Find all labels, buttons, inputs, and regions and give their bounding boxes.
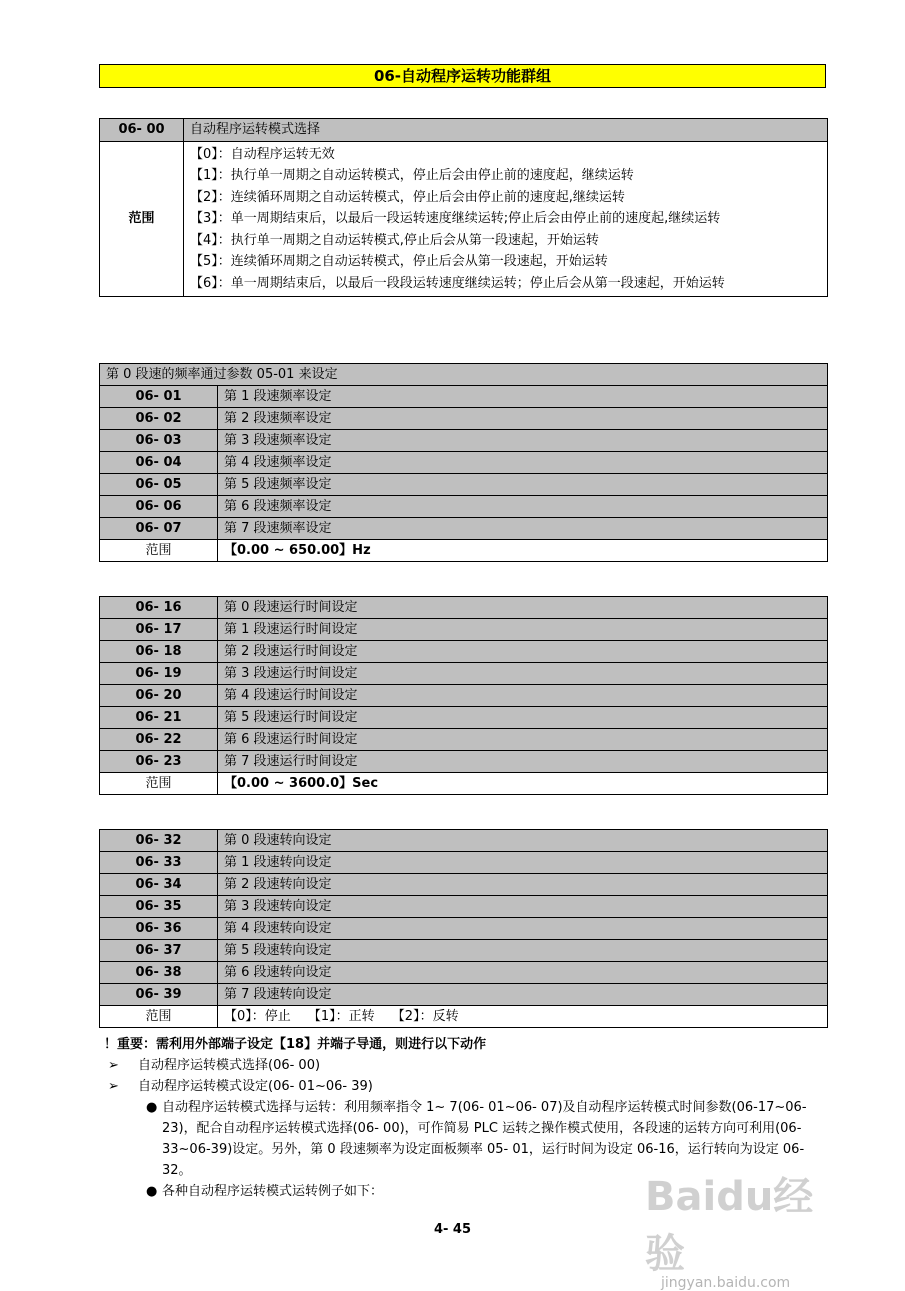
bullet-text: 自动程序运转模式选择与运转：利用频率指令 1~ 7(06- 01~06- 07)及自动程序运转模式时间参数(06-17~06-23)，配合自动程序运转模式选择(06- 00)，可作简易 PLC 运转之操作模式使用，各段速的运转方向可利用(06-33~06-39)设定。另外，第 0 段速频率为设定面板频率 05- 01，运行时间为设定 06-16，运行转向为设定 06- 32。 — [162, 1100, 807, 1178]
param-code: 06- 06 — [100, 496, 218, 518]
param-desc: 第 5 段速转向设定 — [218, 940, 828, 962]
param-desc: 第 2 段速运行时间设定 — [218, 641, 828, 663]
mode-select-table — [99, 118, 828, 297]
param-desc: 第 5 段速运行时间设定 — [218, 707, 828, 729]
arrow-item — [104, 1076, 834, 1097]
mode-option: 【0】：自动程序运转无效 — [190, 146, 335, 162]
param-desc: 第 0 段速转向设定 — [218, 830, 828, 852]
param-code: 06- 32 — [100, 830, 218, 852]
param-code: 06- 36 — [100, 918, 218, 940]
bullet-dot-icon: ● — [146, 1184, 158, 1199]
param-code: 06- 22 — [100, 729, 218, 751]
param-desc: 第 6 段速运行时间设定 — [218, 729, 828, 751]
range-label: 范围 — [100, 773, 218, 795]
param-code: 06- 18 — [100, 641, 218, 663]
param-code: 06- 00 — [100, 119, 184, 142]
arrow-item-text: 自动程序运转模式选择(06- 00) — [138, 1058, 321, 1073]
param-desc: 第 4 段速频率设定 — [218, 452, 828, 474]
run-time-table — [99, 596, 828, 795]
watermark-sub: jingyan.baidu.com — [661, 1275, 791, 1291]
param-code: 06- 05 — [100, 474, 218, 496]
param-code: 06- 33 — [100, 852, 218, 874]
param-desc: 第 1 段速频率设定 — [218, 386, 828, 408]
param-code: 06- 02 — [100, 408, 218, 430]
param-desc: 第 2 段速转向设定 — [218, 874, 828, 896]
param-desc: 第 3 段速频率设定 — [218, 430, 828, 452]
param-desc: 第 1 段速运行时间设定 — [218, 619, 828, 641]
param-code: 06- 38 — [100, 962, 218, 984]
param-desc: 第 6 段速转向设定 — [218, 962, 828, 984]
mode-option: 【6】：单一周期结束后，以最后一段段运转速度继续运转；停止后会从第一段速起，开始运转 — [190, 275, 725, 291]
arrow-bullet-icon: ➢ — [108, 1058, 119, 1073]
frequency-table — [99, 363, 828, 562]
mode-option: 【3】：单一周期结束后，以最后一段运转速度继续运转;停止后会由停止前的速度起,继续运转 — [190, 211, 721, 226]
mode-option: 【1】：执行单一周期之自动运转模式，停止后会由停止前的速度起，继续运转 — [190, 168, 634, 183]
mode-options — [184, 141, 828, 297]
param-code: 06- 21 — [100, 707, 218, 729]
param-code: 06- 01 — [100, 386, 218, 408]
arrow-item-text: 自动程序运转模式设定(06- 01~06- 39) — [138, 1079, 373, 1094]
param-desc: 第 7 段速运行时间设定 — [218, 751, 828, 773]
param-code: 06- 37 — [100, 940, 218, 962]
arrow-bullet-icon: ➢ — [108, 1079, 119, 1094]
param-code: 06- 16 — [100, 597, 218, 619]
param-code: 06- 07 — [100, 518, 218, 540]
range-value: 【0.00 ~ 650.00】Hz — [218, 540, 828, 562]
param-name: 自动程序运转模式选择 — [184, 119, 828, 142]
param-code: 06- 35 — [100, 896, 218, 918]
bullet-dot-icon: ● — [146, 1100, 158, 1115]
watermark-main: Baidu经验 — [645, 1174, 814, 1277]
bullet-text: 各种自动程序运转模式运转例子如下： — [162, 1184, 384, 1199]
param-desc: 第 4 段速运行时间设定 — [218, 685, 828, 707]
param-desc: 第 5 段速频率设定 — [218, 474, 828, 496]
param-code: 06- 20 — [100, 685, 218, 707]
param-desc: 第 7 段速频率设定 — [218, 518, 828, 540]
param-code: 06- 04 — [100, 452, 218, 474]
param-desc: 第 1 段速转向设定 — [218, 852, 828, 874]
direction-table — [99, 829, 828, 1028]
range-value: 【0.00 ~ 3600.0】Sec — [218, 773, 828, 795]
param-code: 06- 19 — [100, 663, 218, 685]
arrow-item — [104, 1055, 834, 1076]
param-code: 06- 23 — [100, 751, 218, 773]
mode-option: 【2】：连续循环周期之自动运转模式，停止后会由停止前的速度起,继续运转 — [190, 189, 625, 205]
param-code: 06- 34 — [100, 874, 218, 896]
param-desc: 第 3 段速运行时间设定 — [218, 663, 828, 685]
param-desc: 第 4 段速转向设定 — [218, 918, 828, 940]
param-desc: 第 2 段速频率设定 — [218, 408, 828, 430]
mode-option: 【5】：连续循环周期之自动运转模式，停止后会从第一段速起，开始运转 — [190, 254, 608, 269]
param-desc: 第 6 段速频率设定 — [218, 496, 828, 518]
range-value: 【0】：停止 【1】：正转 【2】：反转 — [218, 1006, 828, 1028]
param-desc: 第 7 段速转向设定 — [218, 984, 828, 1006]
param-desc: 第 0 段速运行时间设定 — [218, 597, 828, 619]
mode-option: 【4】：执行单一周期之自动运转模式,停止后会从第一段速起，开始运转 — [190, 232, 599, 248]
param-code: 06- 39 — [100, 984, 218, 1006]
param-code: 06- 17 — [100, 619, 218, 641]
param-code: 06- 03 — [100, 430, 218, 452]
page-number: 4- 45 — [433, 1222, 472, 1237]
section-title: 06-自动程序运转功能群组 — [99, 64, 826, 88]
frequency-table-header: 第 0 段速的频率通过参数 05-01 来设定 — [100, 364, 828, 386]
warning-note: ！重要：需利用外部端子设定【18】并端子导通，则进行以下动作 — [104, 1037, 487, 1052]
range-label: 范围 — [100, 540, 218, 562]
param-desc: 第 3 段速转向设定 — [218, 896, 828, 918]
range-label: 范围 — [100, 1006, 218, 1028]
range-label: 范围 — [100, 141, 184, 297]
